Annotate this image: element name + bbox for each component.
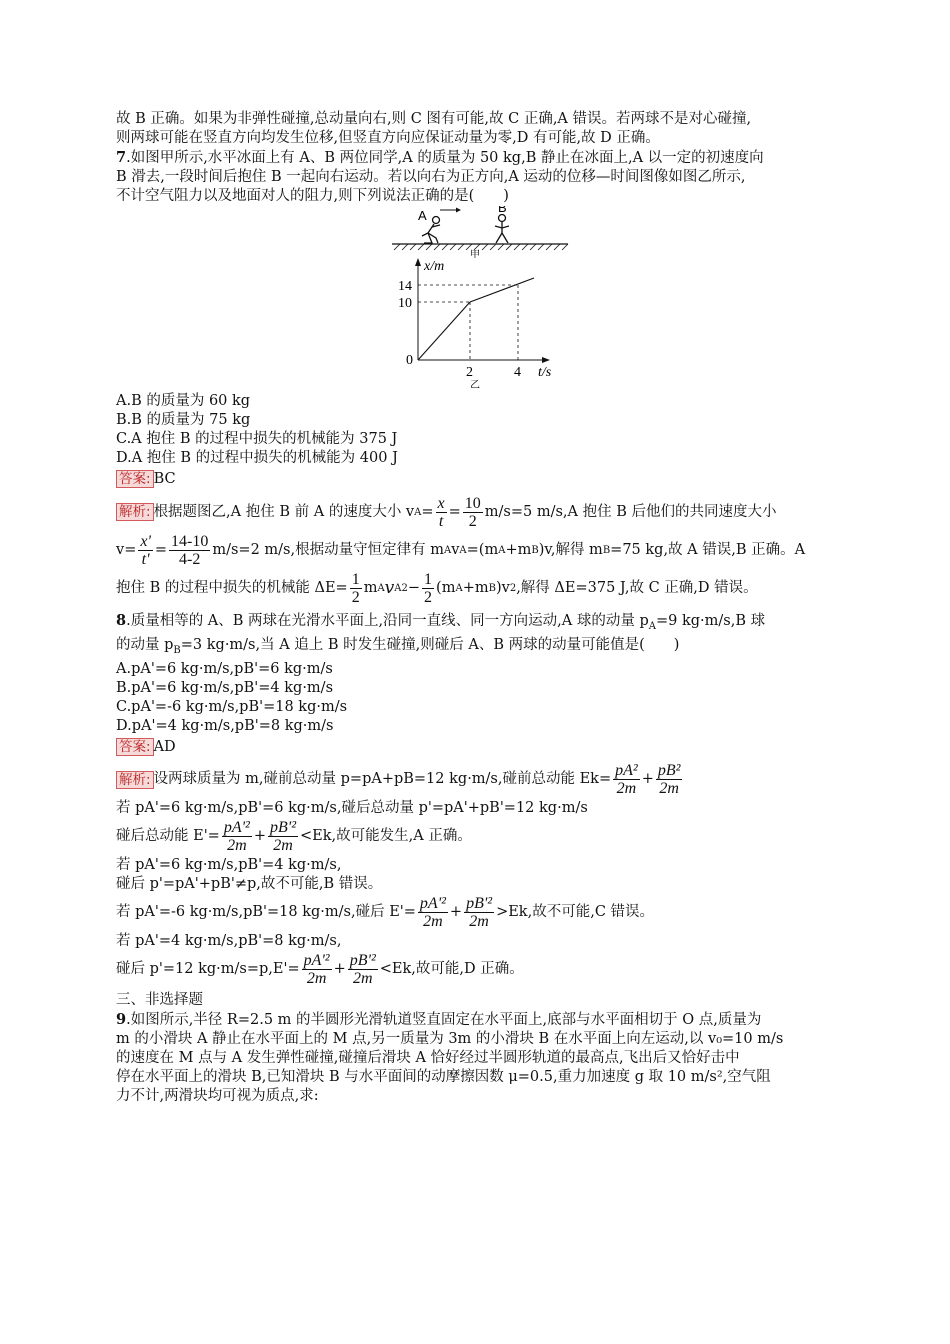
intro-line-2: 则两球可能在竖直方向均发生位移,但竖直方向应保证动量为零,D 有可能,故 D 正确。	[116, 130, 660, 146]
figure-jia-drawing	[390, 206, 570, 258]
q8-analysis-line-4: 若 pA'=6 kg·m/s,pB'=4 kg·m/s,	[116, 856, 342, 873]
fig-yi-caption: 乙	[470, 380, 480, 388]
figure-jia	[390, 206, 570, 258]
q7-answer-value: BC	[153, 471, 176, 487]
document-page	[116, 110, 836, 1106]
origin-label: 0	[406, 353, 413, 368]
fraction-14-10-over-4-2: $\frac{14-10}{4-2}$	[171, 532, 209, 568]
analysis-tag: 解析:	[116, 503, 154, 521]
figure-yi	[390, 258, 570, 388]
q8-analysis-line-2: 若 pA'=6 kg·m/s,pB'=6 kg·m/s,碰后总动量 p'=pA'+pB'=12 kg·m/s	[116, 799, 588, 816]
q8-option-c: C.pA'=-6 kg·m/s,pB'=18 kg·m/s	[116, 698, 348, 715]
q8-analysis-line-1: 解析: 设两球质量为 m,碰前总动量 p=pA+pB=12 kg·m/s,碰前总动能 Ek= $\frac{\text{pA²}}{2m}$ + $\frac{\text{pB²}}{2m}$	[116, 761, 836, 799]
q7-stem-text-1: .如图甲所示,水平冰面上有 A、B 两位同学,A 的质量为 50 kg,B 静止在冰面上,A 以一定的初速度向	[126, 150, 764, 166]
y-tick-10: 10	[398, 296, 412, 311]
q7-an1-sub: A	[414, 506, 422, 518]
xt-graph	[390, 258, 570, 388]
q8-option-b: B.pA'=6 kg·m/s,pB'=4 kg·m/s	[116, 679, 334, 696]
x-tick-4: 4	[514, 365, 521, 380]
q8-answer	[116, 738, 836, 757]
fraction-10-over-2: $\frac{10}{2}$	[464, 494, 481, 530]
fraction-pa-prime2-over-2m: $\frac{\text{pA'²}}{2m}$	[223, 819, 250, 855]
q8-analysis-line-7: 若 pA'=4 kg·m/s,pB'=8 kg·m/s,	[116, 932, 342, 949]
section-heading: 三、非选择题	[116, 991, 203, 1008]
fraction-half-2: $\frac{1}{2}$	[424, 570, 433, 606]
q7-option-b: B.B 的质量为 75 kg	[116, 412, 251, 428]
graph-segment-1	[418, 302, 470, 360]
person-b-icon	[495, 215, 509, 244]
y-tick-14: 14	[398, 279, 412, 294]
q9-stem-line-5: 力不计,两滑块均可视为质点,求:	[116, 1087, 319, 1104]
q8-analysis-line-8: 碰后 p'=12 kg·m/s=p,E'= $\frac{\text{pA'²}}{2m}$ + $\frac{\text{pB'²}}{2m}$ <Ek,故可能,D 正确。	[116, 952, 524, 988]
q7-option-d: D.A 抱住 B 的过程中损失的机械能为 400 J	[116, 450, 398, 466]
fig-jia-label-b: B	[498, 206, 507, 215]
q8-stem-line-2: 的动量 $p_B=3$ kg·m/s,当 A 追上 B 时发生碰撞,则碰后 A、B 两球的动量可能值是( )	[116, 636, 680, 656]
q7-an1-eq: =	[421, 503, 434, 520]
q8-option-d: D.pA'=4 kg·m/s,pB'=8 kg·m/s	[116, 717, 334, 734]
q8-analysis-line-5: 碰后 p'=pA'+pB'≠p,故不可能,B 错误。	[116, 875, 383, 892]
fraction-x-prime-over-t-prime: $\frac{x'}{t'}$	[140, 532, 151, 568]
q9-stem-line-3: 的速度在 M 点与 A 发生弹性碰撞,碰撞后滑块 A 恰好经过半圆形轨道的最高点,飞出后又恰好击中	[116, 1049, 740, 1066]
q7-analysis-line-3: 抱住 B 的过程中损失的机械能 ΔE= $\frac{1}{2}$ m A v A 2 − $\frac{1}{2}$ (m A +m B )v 2 ,解得 ΔE=375 J,故 C 正确,D 错误。	[116, 570, 758, 606]
q7-an1-tail: m/s=5 m/s,A 抱住 B 后他们的共同速度大小	[484, 503, 777, 520]
fig-jia-caption: 甲	[470, 250, 480, 258]
fraction-pa2-over-2m: $\frac{\text{pA²}}{2m}$	[615, 762, 638, 798]
fraction-half-1: $\frac{1}{2}$	[351, 570, 360, 606]
fraction-pb2-over-2m: $\frac{\text{pB²}}{2m}$	[657, 762, 681, 798]
q9-stem-line-2: m 的小滑块 A 静止在水平面上的 M 点,另一质量为 3m 的小滑块 B 在水平面上向左运动,以 v₀=10 m/s	[116, 1030, 784, 1047]
x-axis-label: t/s	[538, 365, 552, 380]
answer-tag: 答案:	[116, 470, 154, 488]
q7-option-a: A.B 的质量为 60 kg	[116, 393, 251, 409]
fraction-x-over-t: $\frac{x}{t}$	[437, 494, 445, 530]
q7-analysis-line-1: 解析: 根据题图乙,A 抱住 B 前 A 的速度大小 v A = $\frac{x}{t}$ = $\frac{10}{2}$ m/s=5 m/s,A 抱住 B 后他们的共同速度大小	[116, 493, 836, 531]
x-tick-2: 2	[466, 365, 473, 380]
q7-answer	[116, 470, 836, 489]
q9-number: 9	[116, 1010, 127, 1028]
y-axis-label: x/m	[424, 259, 445, 274]
q7-number: 7	[116, 149, 127, 166]
q7-an1-text: 根据题图乙,A 抱住 B 前 A 的速度大小 v	[153, 503, 415, 520]
graph-segment-2	[470, 278, 534, 302]
q8-analysis-line-3: 碰后总动能 E'= $\frac{\text{pA'²}}{2m}$ + $\frac{\text{pB'²}}{2m}$ <Ek,故可能发生,A 正确。	[116, 819, 472, 855]
arrow-right-icon	[440, 208, 461, 213]
fig-jia-label-a: A	[418, 208, 427, 223]
q8-analysis-line-6: 若 pA'=-6 kg·m/s,pB'=18 kg·m/s,碰后 E'= $\frac{\text{pA'²}}{2m}$ + $\frac{\text{pB'²}}{2m}$ >Ek,故不可能,C 错误。	[116, 895, 655, 931]
q7-an2-v: v=	[116, 541, 137, 558]
q8-stem-line-1: 8.质量相等的 A、B 两球在光滑水平面上,沿同一直线、同一方向运动,A 球的动量 $p_A=9$ kg·m/s,B 球	[116, 612, 766, 632]
q9-stem-line-1: 9.如图所示,半径 R=2.5 m 的半圆形光滑轨道竖直固定在水平面上,底部与水平面相切于 O 点,质量为	[116, 1010, 762, 1028]
answer-tag: 答案:	[116, 738, 154, 756]
fraction-pb-prime2-over-2m: $\frac{\text{pB'²}}{2m}$	[270, 819, 296, 855]
q7-stem-line-2: B 滑去,一段时间后抱住 B 一起向右运动。若以向右为正方向,A 运动的位移—时间图像如图乙所示,	[116, 169, 746, 185]
q7-option-c: C.A 抱住 B 的过程中损失的机械能为 375 J	[116, 431, 398, 447]
q8-number: 8	[116, 612, 127, 629]
q9-stem-line-4: 停在水平面上的滑块 B,已知滑块 B 与水平面间的动摩擦因数 μ=0.5,重力加速度 g 取 10 m/s²,空气阻	[116, 1068, 771, 1085]
analysis-tag: 解析:	[116, 771, 154, 789]
q7-stem-line-3: 不计空气阻力以及地面对人的阻力,则下列说法正确的是( )	[116, 188, 509, 204]
q7-stem-line-1	[116, 148, 836, 168]
q8-option-a: A.pA'=6 kg·m/s,pB'=6 kg·m/s	[116, 660, 333, 677]
q8-answer-value: AD	[153, 738, 176, 755]
q7-analysis-line-2: v= $\frac{x'}{t'}$ = $\frac{14-10}{4-2}$ m/s=2 m/s,根据动量守恒定律有 m A v A =(m A +m B )v,解得 m B =75 kg,故 A 错误,B 正确。A	[116, 532, 806, 568]
intro-line-1: 故 B 正确。如果为非弹性碰撞,总动量向右,则 C 图有可能,故 C 正确,A 错误。若两球不是对心碰撞,	[116, 111, 752, 127]
